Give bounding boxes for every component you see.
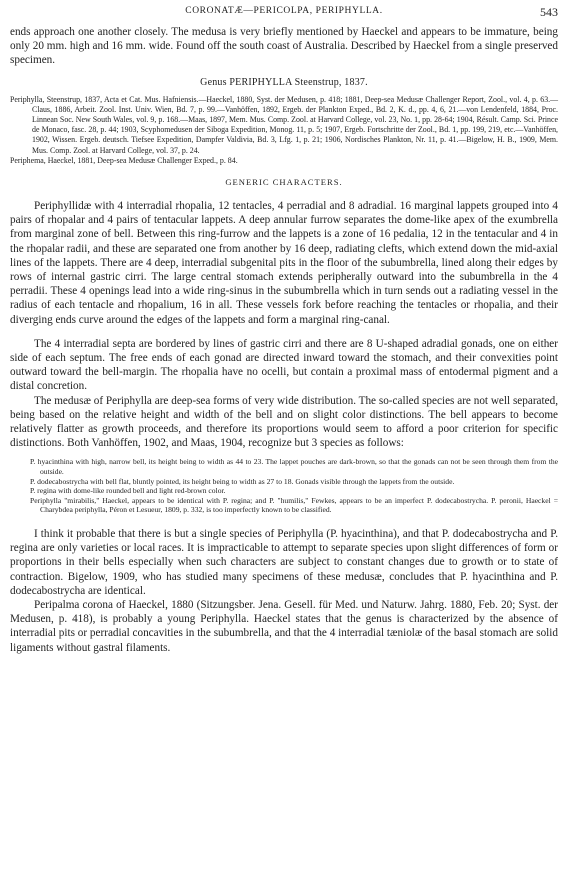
page-number: 543	[540, 5, 558, 19]
body-paragraph: The medusæ of Periphylla are deep-sea forms of very wide distribution. The so-called species are not well separated, being based on the relative height and width of the bell and on slight color distinctions. The bell appears to become relatively flatter as growth proceeds, and therefore its proportions would seem to afford a poor criterion for specific distinctions. Both Vanhöffen, 1902, and Maas, 1904, recognize but 3 species as follows:	[10, 394, 558, 450]
body-paragraph: I think it probable that there is but a single species of Periphylla (P. hyacinthina), and that P. dodecabostrycha and P. regina are only varieties or local races. It is impracticable to attempt to separate species upon slight differences of form or proportions in their bells especially when such characters are subject to constant changes due to growth or to state of contraction. Bigelow, 1909, who has studied many specimens of these medusæ, concludes that P. hyacinthina and P. dodecabostrycha are identical.	[10, 528, 558, 597]
synonymy-block	[10, 95, 558, 166]
body-paragraph: Peripalma corona of Haeckel, 1880 (Sitzungsber. Jena. Gesell. für Med. und Naturw. Jahrg. 1880, Feb. 20; Syst. der Medusen, p. 418), is probably a young Periphylla. Haeckel states that the genus is characterized by the absence of interradial pits or perradial concavities in the subumbrella, and that the 4 interradial tæniolæ of the basal stomach are solid ligaments without gastral filaments.	[10, 599, 558, 654]
species-list	[30, 457, 558, 515]
running-head: CORONATÆ—PERICOLPA, PERIPHYLLA.	[185, 6, 383, 16]
body-paragraph: Periphyllidæ with 4 interradial rhopalia, 12 tentacles, 4 perradial and 8 adradial. 16 marginal lappets grouped into 4 pairs of rhopalar and 4 pairs of tentacular lappets. A deep annular furrow separates the dome-like apex of the exumbrella from marginal zone of bell. Between this ring-furrow and the lappets is a zone of 16 pedalia, 12 in the tentacular and 4 in the rhopalar radii, and these are separated one from another by 16 deep, radiating clefts, which extend down the mid-axial lines of the lappets. There are 4 deep, interradial subgenital pits in the floor of the subumbrella, lined along their edges by rows of internal gastric cirri. The large central stomach extends peripherally outward into the subumbrella in the 4 perradii. These 4 openings lead into a wide ring-sinus in the subumbrella which in turn sends out a radiating vessel in the radius of each tentacle and rhopalium, 16 in all. These vessels fork before reaching the tentacles or rhopalia, and their diverging ends curve around the edges of the lappets and form a marginal ring-canal.	[10, 200, 558, 326]
synonymy-entry: Periphylla, Steenstrup, 1837, Acta et Cat. Mus. Hafniensis.—Haeckel, 1880, Syst. der Medusen, p. 418; 1881, Deep-sea Medusæ Challenger Report, Zool., vol. 4, p. 63.—Claus, 1886, Arbeit. Zool. Inst. Univ. Wien, Bd. 7, p. 99.—Vanhöffen, 1892, Ergeb. der Plankton Exped., Bd. 2, K. d., pp. 4, 6, 21.—von Lendenfeld, 1884, Proc. Linnean Soc. New South Wales, vol. 9, p. 168.—Maas, 1897, Mem. Mus. Comp. Zool. at Harvard College, vol. 23, No. 1, pp. 28-64; 1904, Résult. Camp. Sci. Prince de Monaco, fasc. 28, p. 44; 1903, Scyphomedusen der Siboga Expedition, Monog. 11, p. 5; 1907, Ergeb. Fortschritte der Zool., Bd. 1, pp. 199, 219, etc.—Vanhöffen, 1902, Wissen. Ergeb. deutsch. Tiefsee Expedition, Dampfer Valdivia, Bd. 3, Lfg. 1, p. 21; 1906, Nordisches Plankton, Nr. 11, p. 41.—Bigelow, H. B., 1909, Mem. Mus. Comp. Zool. at Harvard College, vol. 37, p. 24.	[10, 94, 558, 155]
intro-paragraph: ends approach one another closely. The medusa is very briefly mentioned by Haeckel and appears to be immature, being only 20 mm. high and 16 mm. wide. Found off the south coast of Australia. Described by Haeckel from a single preserved specimen.	[10, 26, 558, 67]
species-item: P. regina with dome-like rounded bell and light red-brown color.	[30, 486, 226, 496]
species-item: P. dodecabostrycha with bell flat, bluntly pointed, its height being to width as 27 to 18. Gonads visible through the lappets from the outside.	[30, 476, 455, 486]
page	[10, 0, 558, 655]
species-item: Periphylla "mirabilis," Haeckel, appears to be identical with P. regina; and P. "humilis," Fewkes, appears to be an imperfect P. dodecabostrycha. P. peronii, Haeckel = Charybdea periphylla, Péron et Lesueur, 1809, p. 332, is too imperfectly known to be classified.	[30, 495, 558, 515]
genus-heading: Genus PERIPHYLLA Steenstrup, 1837.	[200, 76, 368, 88]
body-paragraph: The 4 interradial septa are bordered by lines of gastric cirri and there are 8 U-shaped adradial gonads, one on either side of each septum. The free ends of each gonad are directed inward toward the stomach, and their convexities point outward toward the bell-margin. The rhopalia have no ocelli, but contain a proximal mass of entodermal pigment and a distal concretion.	[10, 337, 558, 393]
section-title: GENERIC CHARACTERS.	[225, 177, 343, 188]
synonymy-entry: Periphema, Haeckel, 1881, Deep-sea Medusæ Challenger Exped., p. 84.	[10, 155, 238, 165]
species-item: P. hyacinthina with high, narrow bell, its height being to width as 44 to 23. The lappet pouches are dark-brown, so that the gonads can not be seen through them from the outside.	[30, 457, 558, 477]
page-header	[10, 5, 558, 19]
